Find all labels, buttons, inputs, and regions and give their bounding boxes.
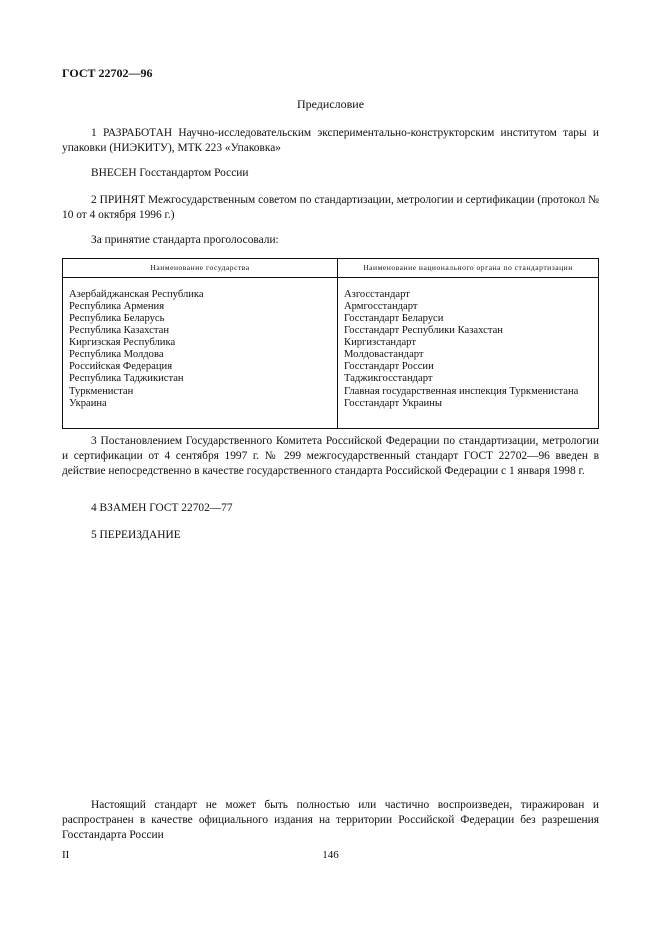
state-name: Республика Армения <box>69 301 165 313</box>
item-adopted-text: 2 ПРИНЯТ Межгосударственным советом по стандартизации, метрологии и сертификации (протокол № 10 от 4 октября 1996 г.) <box>62 194 599 221</box>
body-list <box>338 278 599 429</box>
item-adopted <box>62 193 599 223</box>
state-name: Российская Федерация <box>69 361 173 373</box>
state-name: Киргизская Республика <box>69 337 176 349</box>
standards-body: Армгосстандарт <box>344 301 418 313</box>
page-number: 146 <box>322 849 339 861</box>
standards-body: Госстандарт Республики Казахстан <box>344 325 503 337</box>
state-name: Республика Беларусь <box>69 313 165 325</box>
foreword-title: Предисловие <box>296 97 365 111</box>
standards-body: Молдовастандарт <box>344 349 424 361</box>
item-enacted-text: 3 Постановлением Государственного Комитета Российской Федерации по стандартизации, метрологии и сертификации от 4 сентября 1997 г. № 299 межгосударственный стандарт ГОСТ 22702—96 введен в действие непосредственно в качестве государственного стандарта Российской Федерации с 1 января 1998 г. <box>62 435 599 477</box>
voting-states-table <box>62 258 599 429</box>
voted-intro: За принятие стандарта проголосовали: <box>91 234 279 246</box>
item-enacted <box>62 434 599 478</box>
item-replaces: 4 ВЗАМЕН ГОСТ 22702—77 <box>91 502 233 514</box>
state-name: Республика Казахстан <box>69 325 170 337</box>
col-header-state: Наименование государства <box>63 259 338 278</box>
standards-body: Главная государственная инспекция Туркменистана <box>344 385 579 397</box>
state-name: Украина <box>69 397 107 409</box>
document-code: ГОСТ 22702—96 <box>62 66 153 80</box>
state-name: Азербайджанская Республика <box>69 289 204 300</box>
standards-body: Азгосстандарт <box>344 289 410 300</box>
item-developed-text: 1 РАЗРАБОТАН Научно-исследовательским экспериментально-конструкторским институтом тары и упаковки (НИЭКИТУ), МТК 223 «Упаковка» <box>62 127 599 154</box>
item-developed <box>62 126 599 156</box>
table-header-row <box>63 259 599 278</box>
state-name: Республика Молдова <box>69 349 164 361</box>
item-submitted: ВНЕСЕН Госстандартом России <box>91 167 249 179</box>
standards-body: Киргизстандарт <box>344 337 416 349</box>
standards-body: Госстандарт Украины <box>344 397 442 409</box>
standards-body: Госстандарт Беларуси <box>344 313 444 325</box>
item-reissue: 5 ПЕРЕИЗДАНИЕ <box>91 529 181 541</box>
standards-body: Таджикгосстандарт <box>344 373 433 385</box>
roman-page-number: II <box>62 849 70 861</box>
standards-body: Госстандарт России <box>344 361 434 373</box>
table-body-row <box>63 278 599 429</box>
state-name: Республика Таджикистан <box>69 373 184 385</box>
copyright-notice <box>62 798 599 842</box>
col-header-body: Наименование национального органа по стандартизации <box>338 259 599 278</box>
state-name: Туркменистан <box>69 385 134 397</box>
copyright-text: Настоящий стандарт не может быть полностью или частично воспроизведен, тиражирован и распространен в качестве официального издания на территории Российской Федерации без разрешения Госстандарта России <box>62 799 599 841</box>
state-list <box>63 278 338 429</box>
